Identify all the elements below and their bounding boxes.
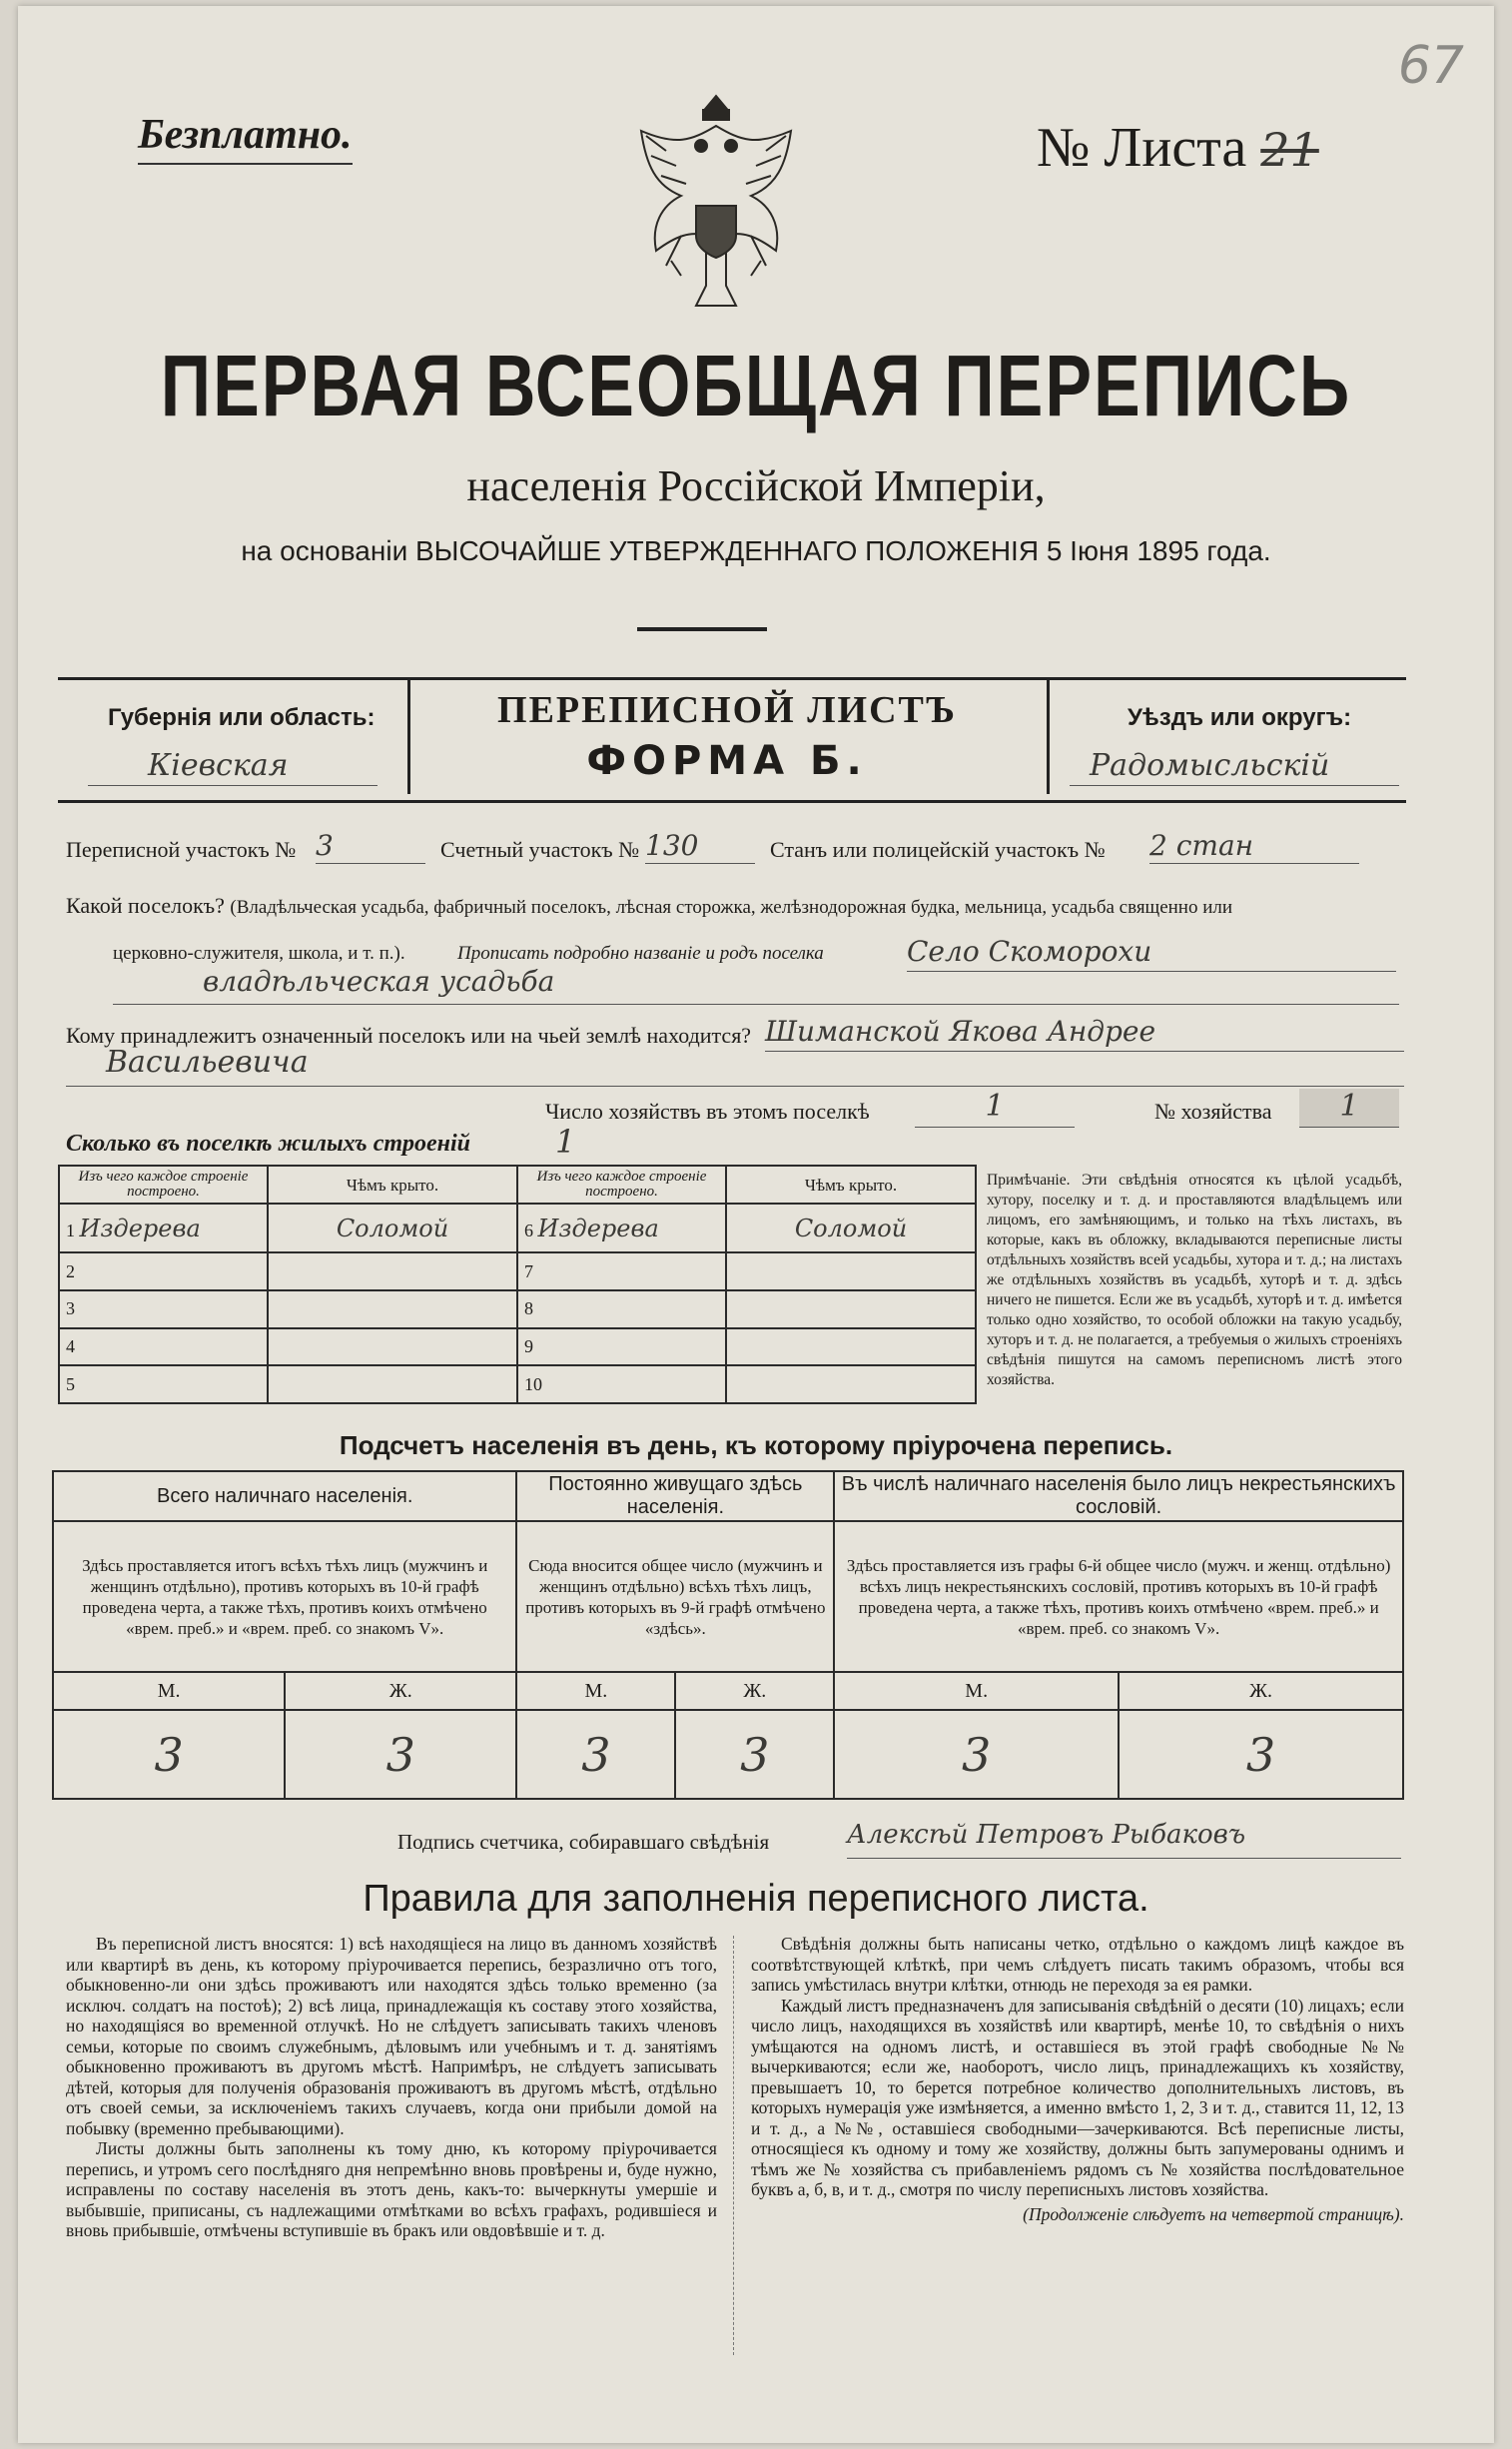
female-label: Ж. (675, 1672, 834, 1710)
census-area-label: Переписной участокъ № (66, 837, 297, 862)
population-table (52, 1470, 1404, 1800)
total-female-value: 3 (285, 1710, 516, 1799)
police-area-label: Станъ или полицейскій участокъ № (770, 837, 1106, 862)
rules-right-p1: Свѣдѣнія должны быть написаны четко, отдѣльно о каждомъ лицѣ каждое въ соотвѣтствующей клѣткѣ, при чемъ слѣдуетъ писать такимъ образомъ, чтобы вся запись умѣстилась внутри клѣтки, отнюдь не переходя за ея рамки. (751, 1934, 1404, 1995)
police-area-value: 2 стан (1149, 829, 1359, 864)
district-box (1047, 680, 1409, 794)
male-label: М. (834, 1672, 1119, 1710)
buildings-table-header (59, 1166, 976, 1204)
col-nonpeasant-head: Въ числѣ наличнаго населенія было лицъ некрестьянскихъ сословій. (834, 1471, 1403, 1521)
title-divider (637, 627, 767, 631)
col-material-right: Изъ чего каждое строеніе построено. (517, 1166, 726, 1204)
population-title: Подсчетъ населенія въ день, къ которому пріурочена перепись. (339, 1430, 1173, 1460)
rules-title: Правила для заполненія переписного листа. (363, 1878, 1149, 1920)
buildings-table-row (59, 1204, 976, 1252)
count-area-label: Счетный участокъ № (440, 837, 640, 862)
total-male-value: 3 (53, 1710, 285, 1799)
buildings-row (66, 1123, 1404, 1165)
roof-value: Соломой (726, 1204, 976, 1252)
row-number: 5 (59, 1365, 268, 1403)
owner-value-2: Васильевича (66, 1045, 1404, 1087)
row-number: 2 (59, 1252, 268, 1290)
imperial-eagle-emblem (621, 86, 811, 321)
settlement-hint-2: церковно-служителя, школа, и т. п.). (113, 943, 405, 964)
form-subtitle: населенія Россійской Имперіи, (466, 461, 1046, 510)
sheet-number-value: 21 (1260, 123, 1319, 177)
rules-right-column (751, 1934, 1404, 2224)
buildings-table (58, 1165, 977, 1404)
households-value: 1 (915, 1089, 1075, 1128)
roof-value: Соломой (268, 1204, 517, 1252)
household-no-value: 1 (1299, 1089, 1399, 1128)
owner-value-1: Шиманской Якова Андрее (765, 1015, 1404, 1052)
buildings-table-row (59, 1365, 976, 1403)
col-total-head: Всего наличнаго населенія. (53, 1471, 516, 1521)
col-nonpeasant-desc: Здѣсь проставляется изъ графы 6-й общее число (мужч. и женщ. отдѣльно) всѣхъ лицъ некрестьянскихъ сословій, противъ которыхъ въ 10-й графѣ проведена черта, а также тѣхъ, противъ коихъ отмѣчено «врем. преб.» и «врем. преб. со знакомъ V». (834, 1521, 1403, 1672)
rules-left-column (66, 1934, 717, 2241)
female-label: Ж. (285, 1672, 516, 1710)
signature-row (397, 1822, 1406, 1862)
households-label: Число хозяйствъ въ этомъ поселкѣ (545, 1099, 870, 1124)
district-value: Радомысльскій (1070, 748, 1399, 786)
sheet-number-label: № Листа (1037, 117, 1247, 179)
buildings-table-row (59, 1252, 976, 1290)
census-area-row (66, 829, 1404, 871)
household-no-label: № хозяйства (1154, 1099, 1272, 1124)
row-number: 8 (517, 1290, 726, 1328)
form-legal-basis: на основаніи ВЫСОЧАЙШЕ УТВЕРЖДЕННАГО ПОЛОЖЕНІЯ 5 Іюня 1895 года. (241, 535, 1271, 566)
male-label: М. (53, 1672, 285, 1710)
signature-label: Подпись счетчика, собиравшаго свѣдѣнія (397, 1830, 770, 1854)
col-permanent-head: Постоянно живущаго здѣсь населенія. (516, 1471, 834, 1521)
settlement-label: Какой поселокъ? (66, 893, 225, 918)
owner-label: Кому принадлежитъ означенный поселокъ или на чьей землѣ находится? (66, 1023, 752, 1048)
male-label: М. (516, 1672, 675, 1710)
province-value: Кіевская (88, 748, 378, 786)
rules-left-p2: Листы должны быть заполнены къ тому дню, къ которому пріурочивается перепись, и утромъ сего послѣдняго дня непремѣнно вновь провѣрены и, буде нужно, исправлены по составу населенія въ этотъ день, какъ-то: вычеркнуты умершіе и выбывшіе, приписаны, съ надлежащими отмѣтками во всѣхъ графахъ, родившіеся и вновь прибывшіе, отмѣчены вступившіе въ бракъ или овдовѣвшіе и т. д. (66, 2138, 717, 2240)
row-number: 9 (517, 1328, 726, 1366)
signature-value: Алексѣй Петровъ Рыбаковъ (847, 1820, 1401, 1859)
rules-column-divider (733, 1936, 734, 2355)
archive-page-number: 67 (1397, 36, 1464, 96)
buildings-value: 1 (555, 1123, 576, 1161)
rules-right-p2: Каждый листъ предназначенъ для записыванія свѣдѣній о десяти (10) лицахъ; если число лицъ, находящихся въ хозяйствѣ или квартирѣ, менѣе 10, то свѣдѣнія о нихъ умѣщаются на одномъ листѣ, и оставшіеся въ этой графѣ свободные №№ вычеркиваются; если же, наоборотъ, число лицъ, принадлежащихъ къ хозяйству, превышаетъ 10, то берется потребное количество дополнительныхъ листовъ, въ которыхъ нумерація уже измѣняется, а именно вмѣсто 1, 2, 3 и т. д., ставится 11, 12, 13 и т. д., а №№, оставшіеся свободными—зачеркиваются. Всѣ переписные листы, относящіеся къ одному и тому же хозяйству, должны быть запумерованы однимъ и тѣмъ же № хозяйства съ прибавленіемъ рядомъ съ № хозяйства послѣдовательное буквъ а, б, в, и т. д., смотря по числу переписныхъ листовъ хозяйства. (751, 1995, 1404, 2199)
nonpeasant-female-value: 3 (1119, 1710, 1403, 1799)
female-label: Ж. (1119, 1672, 1403, 1710)
permanent-female-value: 3 (675, 1710, 834, 1799)
material-value: Издерева (537, 1214, 659, 1242)
settlement-hint-1: (Владѣльческая усадьба, фабричный поселокъ, лѣсная сторожка, желѣзнодорожная будка, мельница, усадьба священно или (230, 897, 1233, 918)
census-area-value: 3 (316, 829, 425, 864)
settlement-instruction: Прописать подробно названіе и родъ поселка (457, 943, 824, 964)
nonpeasant-male-value: 3 (834, 1710, 1119, 1799)
rules-continued: (Продолженіе слѣдуетъ на четвертой страницѣ). (1023, 2203, 1404, 2224)
col-permanent-desc: Сюда вносится общее число (мужчинъ и женщинъ отдѣльно) всѣхъ тѣхъ лицъ, противъ которыхъ въ 9-й графѣ отмѣчено «здѣсь». (516, 1521, 834, 1672)
buildings-label: Сколько въ поселкѣ жилыхъ строеній (66, 1131, 470, 1157)
row-number: 4 (59, 1328, 268, 1366)
form-type: ФОРМА Б. (586, 738, 868, 784)
province-label: Губернія или область: (108, 704, 376, 731)
buildings-table-row (59, 1328, 976, 1366)
sheet-number (1037, 116, 1319, 180)
col-roof-right: Чѣмъ крыто. (726, 1166, 976, 1204)
permanent-male-value: 3 (516, 1710, 675, 1799)
rules-left-p1: Въ переписной листъ вносятся: 1) всѣ находящіеся на лицо въ данномъ хозяйствѣ или квартирѣ въ день, къ которому пріурочивается перепись, безразлично отъ того, обыкновенно-ли они здѣсь проживаютъ или находятся здѣсь только временно (за исключ. солдатъ на постоѣ); 2) всѣ лица, принадлежащія къ составу этого хозяйства, но находящіяся во временной отлучкѣ. Но не слѣдуетъ записывать такихъ членовъ семьи, которые по своимъ служебнымъ, дѣловымъ или учебнымъ и т. д. занятіямъ обыкновенно проживаютъ въ другомъ мѣстѣ. Напримѣръ, не слѣдуетъ записывать дѣтей, которыя для полученія образованія проживаютъ въ другомъ мѣстѣ, отдѣльно отъ своей семьи, за исключеніемъ такихъ случаевъ, когда они прибыли домой на побывку (временно пребывающими). (66, 1934, 717, 2138)
form-main-title: ПЕРВАЯ ВСЕОБЩАЯ ПЕРЕПИСЬ (160, 337, 1352, 434)
province-box (58, 680, 410, 794)
buildings-note: Примѣчаніе. Эти свѣдѣнія относятся къ цѣлой усадьбѣ, хутору, поселку и т. д. и проставляются владѣльцемъ или лицомъ, его замѣняющимъ, и только на тѣхъ листахъ, въ которые, какъ въ обложку, вкладываются переписные листы отдѣльныхъ хозяйствъ всей усадьбы, хутора и т. д.; на листахъ же отдѣльныхъ хозяйствъ въ усадьбѣ, хуторѣ и т. д. здѣсь ничего не пишется. Если же въ усадьбѣ, хуторѣ и т. д. имѣется только одно хозяйство, то особой обложки на такую усадьбу, хуторъ и т. д. не полагается, а требуемыя о жилыхъ строеніяхъ свѣдѣнія пишутся на самомъ переписномъ листѣ этого хозяйства. (987, 1172, 1402, 1388)
material-value: Издерева (79, 1214, 201, 1242)
count-area-value: 130 (645, 829, 755, 864)
row-number: 3 (59, 1290, 268, 1328)
row-number: 10 (517, 1365, 726, 1403)
col-roof-left: Чѣмъ крыто. (268, 1166, 517, 1204)
district-label: Уѣздъ или округъ: (1128, 704, 1352, 731)
free-label: Безплатно. (138, 111, 353, 165)
row-number: 7 (517, 1252, 726, 1290)
buildings-table-row (59, 1290, 976, 1328)
col-total-desc: Здѣсь проставляется итогъ всѣхъ тѣхъ лицъ (мужчинъ и женщинъ отдѣльно), противъ которыхъ въ 10-й графѣ проведена черта, а также тѣхъ, противъ коихъ отмѣчено «врем. преб.» и «врем. преб. со знакомъ V». (53, 1521, 516, 1672)
settlement-row (66, 893, 1414, 919)
row-number: 1 (66, 1220, 75, 1240)
form-header-box (58, 677, 1406, 803)
settlement-value-2: владѣльческая усадьба (113, 965, 1399, 1005)
col-material-left: Изъ чего каждое строеніе построено. (59, 1166, 268, 1204)
settlement-value-1: Село Скоморохи (907, 935, 1396, 972)
form-name: ПЕРЕПИСНОЙ ЛИСТЪ (497, 689, 957, 731)
row-number: 6 (523, 1220, 533, 1240)
census-form-page (18, 6, 1494, 2443)
